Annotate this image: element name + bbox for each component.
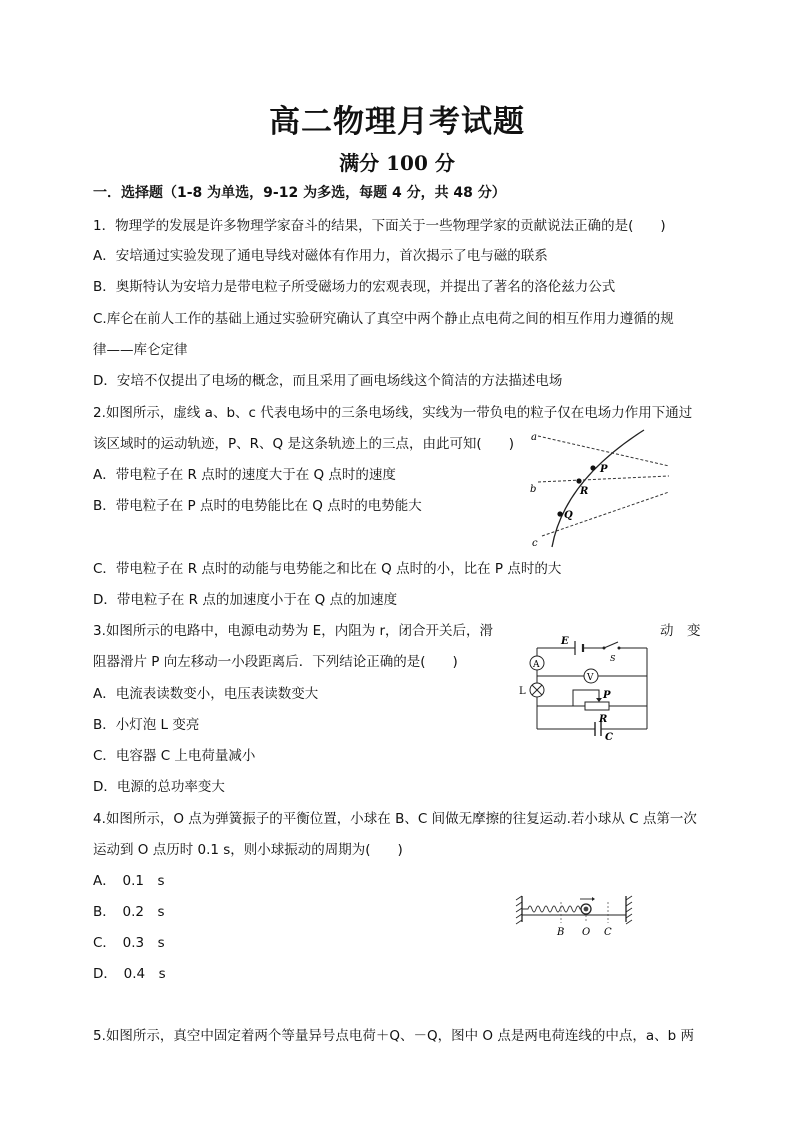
q4-option-d: D． 0.4 s [93,966,166,982]
q4-spring-oscillator-figure [514,892,634,940]
q3-option-c: C．电容器 C 上电荷量减小 [93,748,256,764]
q2-option-a: A．带电粒子在 R 点时的速度大于在 Q 点时的速度 [93,467,396,483]
q1-stem: 1．物理学的发展是许多物理学家奋斗的结果，下面关于一些物理学家的贡献说法正确的是( ) [93,218,666,234]
q3-stem: 3.如图所示的电路中，电源电动势为 E，内阻为 r，闭合开关后，滑 [93,623,494,639]
q2-option-b: B．带电粒子在 P 点时的电势能比在 Q 点时的电势能大 [93,498,422,514]
particle-trajectory [552,430,644,547]
label-v-meter: V [587,673,594,683]
q2-field-line-figure [524,426,674,550]
label-p: P [600,464,608,475]
label-b: b [530,484,537,495]
q3-option-d: D．电源的总功率变大 [93,779,225,795]
label-o-position: O [582,927,591,938]
page-subtitle: 满分 100 分 [339,151,455,175]
q2-stem: 2.如图所示，虚线 a、b、c 代表电场中的三条电场线，实线为一带负电的粒子仅在电场力作用下通过 [93,405,693,421]
q1-option-d: D．安培不仅提出了电场的概念，而且采用了画电场线这个简洁的方法描述电场 [93,373,563,389]
q2-option-c: C．带电粒子在 R 点时的动能与电势能之和比在 Q 点时的小，比在 P 点时的大 [93,561,562,577]
q2-option-d: D．带电粒子在 R 点的加速度小于在 Q 点的加速度 [93,592,398,608]
q3-option-b: B．小灯泡 L 变亮 [93,717,200,733]
q3-stem-tail: 动 变 [660,623,701,639]
q1-option-c: C.库仑在前人工作的基础上通过实验研究确认了真空中两个静止点电荷之间的相互作用力遵循的规 [93,311,674,327]
q4-stem: 4.如图所示，O 点为弹簧振子的平衡位置，小球在 B、C 间做无摩擦的往复运动.若小球从 C 点第一次 [93,811,697,827]
rheostat-icon [585,702,609,710]
spring-icon [522,906,582,912]
q2-stem-cont: 该区域时的运动轨迹，P、R、Q 是这条轨迹上的三点，由此可知( ) [93,436,514,452]
section-heading: 一．选择题（1-8 为单选，9-12 为多选，每题 4 分，共 48 分） [93,185,506,201]
point-p [590,465,595,470]
q4-option-b: B． 0.2 s [93,904,165,920]
q4-option-c: C． 0.3 s [93,935,165,951]
q3-option-a: A．电流表读数变小，电压表读数变大 [93,686,319,702]
q1-option-c-cont: 律——库仑定律 [93,342,188,358]
page-title: 高二物理月考试题 [269,104,525,140]
switch-icon [604,642,618,648]
label-e: E [561,636,569,647]
q3-circuit-figure [515,634,655,744]
field-line-b [538,476,669,482]
label-r: R [580,486,589,497]
label-b-position: B [557,927,565,938]
label-c-capacitor: C [605,732,613,743]
label-l: L [519,686,526,697]
label-q: Q [564,510,573,521]
label-p-slider: P [603,690,611,701]
label-a: a [531,432,537,443]
label-c: c [532,538,538,549]
slider-arrow-icon [596,698,602,702]
q1-option-b: B．奥斯特认为安培力是带电粒子所受磁场力的宏观表现，并提出了著名的洛伦兹力公式 [93,279,616,295]
point-r [576,478,581,483]
label-a-meter: A [533,660,540,670]
q4-stem-cont: 运动到 O 点历时 0.1 s，则小球振动的周期为( ) [93,842,403,858]
label-s: S [610,654,616,663]
label-c-position: C [604,927,612,938]
label-r-rheostat: R [599,714,608,725]
q5-stem: 5.如图所示，真空中固定着两个等量异号点电荷＋Q、－Q，图中 O 点是两电荷连线的中点，a、b 两 [93,1028,694,1044]
q4-option-a: A． 0.1 s [93,873,165,889]
q3-stem-cont: 阻器滑片 P 向左移动一小段距离后．下列结论正确的是( ) [93,654,458,670]
q1-option-a: A．安培通过实验发现了通电导线对磁体有作用力，首次揭示了电与磁的联系 [93,248,548,264]
point-q [557,511,562,516]
